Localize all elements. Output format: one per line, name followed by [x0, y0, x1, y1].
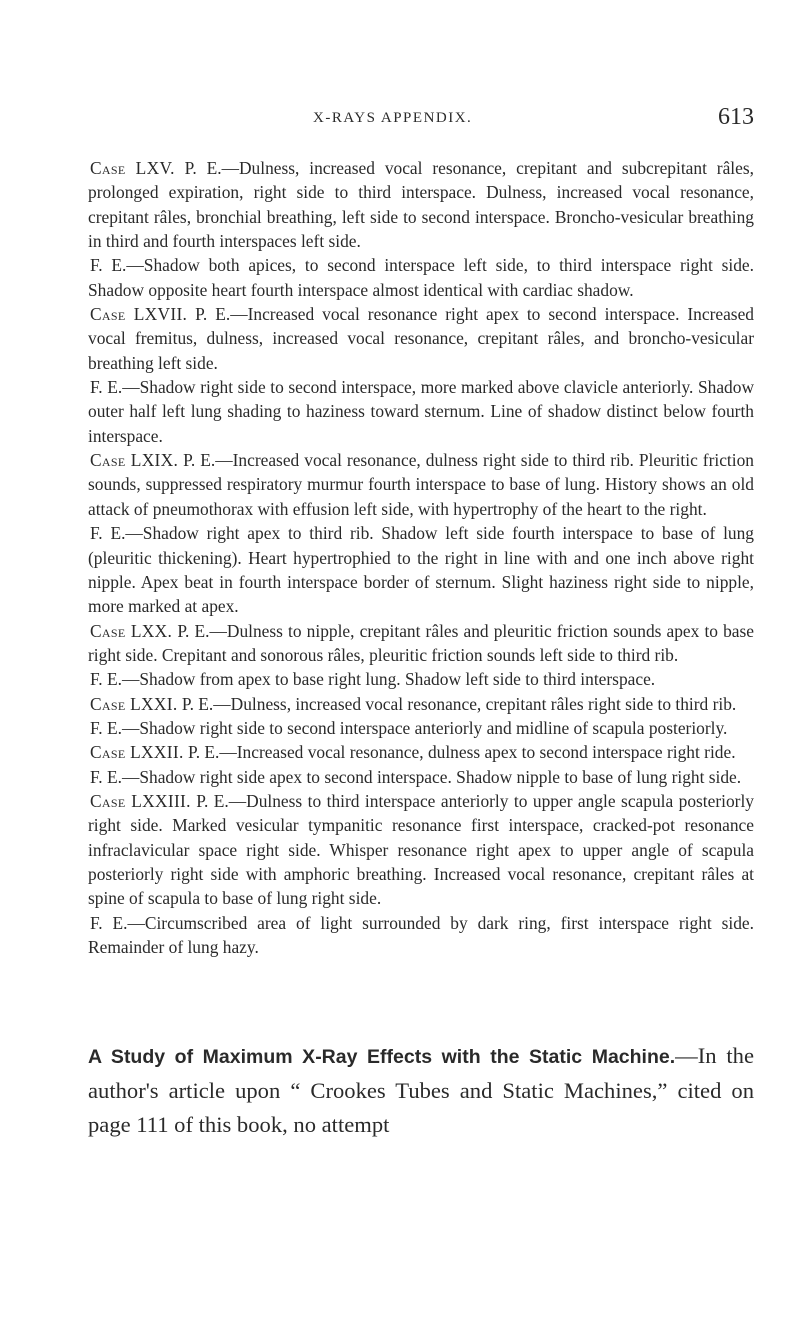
case-text: P. E.—Increased vocal resonance right apex to second interspace. Increased vocal fremitus, dulness, increased vocal resonance, crepitant râles, and broncho-vesicular breathing left side.	[88, 304, 754, 373]
case-entry	[88, 448, 754, 521]
case-label: Case LXVII.	[90, 304, 188, 325]
running-head	[88, 104, 754, 134]
case-entry	[88, 789, 754, 911]
case-entry	[88, 619, 754, 668]
case-label: Case LXXII.	[90, 742, 184, 763]
case-entry	[88, 740, 754, 764]
case-entry	[88, 302, 754, 375]
section-text: —In the author's article upon “ Crookes Tubes and Static Machines,” cited on page 111 of this book, no attempt	[88, 1043, 754, 1137]
case-text: P. E.—Dulness to third interspace anteriorly to upper angle scapula posteriorly right side. Marked vesicular tympanitic resonance first interspace, cracked-pot resonance infraclavicular space right side. Whisper resonance right apex to upper angle of scapula posteriorly right side with amphoric breathing. Increased vocal resonance, crepitant râles at spine of scapula to base of lung right side.	[88, 790, 754, 909]
entry-text: F. E.—Shadow right side to second interspace, more marked above clavicle anteriorly. Shadow outer half left lung shading to haziness toward sternum. Line of shadow distinct below fourth interspace.	[88, 377, 754, 446]
case-text: P. E.—Dulness to nipple, crepitant râles and pleuritic friction sounds apex to base right side. Crepitant and sonorous râles, pleuritic friction sounds left side to third rib.	[88, 620, 755, 665]
fluoroscopic-entry	[88, 765, 754, 789]
entry-text: F. E.—Shadow both apices, to second interspace left side, to third interspace right side. Shadow opposite heart fourth interspace almost identical with cardiac shadow.	[88, 255, 754, 300]
case-label: Case LXXI.	[90, 693, 178, 714]
page-number: 613	[718, 104, 754, 130]
entry-text: F. E.—Shadow right side apex to second interspace. Shadow nipple to base of lung right side.	[90, 766, 742, 787]
case-list	[88, 156, 754, 959]
case-text: P. E.—Increased vocal resonance, dulness apex to second interspace right ride.	[187, 742, 736, 763]
entry-text: F. E.—Shadow from apex to base right lung. Shadow left side to third interspace.	[90, 669, 656, 690]
fluoroscopic-entry	[88, 716, 754, 740]
case-entry	[88, 692, 754, 716]
entry-text: F. E.—Shadow right apex to third rib. Shadow left side fourth interspace to base of lung (pleuritic thickening). Heart hypertrophied to the right in line with and one inch above right nipple. Apex beat in fourth interspace border of sternum. Slight haziness right side to nipple, more marked at apex.	[88, 523, 754, 617]
running-title: X-RAYS APPENDIX.	[313, 110, 473, 126]
fluoroscopic-entry	[88, 911, 754, 960]
fluoroscopic-entry	[88, 667, 754, 691]
fluoroscopic-entry	[88, 375, 754, 448]
case-label: Case LXXIII.	[90, 790, 191, 811]
case-text: P. E.—Dulness, increased vocal resonance, crepitant râles right side to third rib.	[181, 693, 737, 714]
fluoroscopic-entry	[88, 253, 754, 302]
case-label: Case LXX.	[90, 620, 173, 641]
section-paragraph	[88, 1039, 754, 1142]
entry-text: F. E.—Shadow right side to second interspace anteriorly and midline of scapula posteriorly.	[90, 717, 728, 738]
case-entry	[88, 156, 754, 253]
case-text: P. E.—Dulness, increased vocal resonance, crepitant and subcrepitant râles, prolonged expiration, right side to third interspace. Dulness, increased vocal resonance, crepitant râles, bronchial breathing, left side to second interspace. Broncho-vesicular breathing in third and fourth interspaces left side.	[88, 158, 754, 252]
case-label: Case LXIX.	[90, 450, 179, 471]
case-label: Case LXV.	[90, 158, 175, 178]
section-title: A Study of Maximum X-Ray Effects with the Static Machine.	[88, 1046, 676, 1068]
entry-text: F. E.—Circumscribed area of light surrounded by dark ring, first interspace right side. Remainder of lung hazy.	[88, 912, 754, 957]
case-text: P. E.—Increased vocal resonance, dulness right side to third rib. Pleuritic friction sounds, suppressed respiratory murmur fourth interspace to base of lung. History shows an old attack of pneumothorax with effusion left side, with hypertrophy of the heart to the right.	[88, 450, 754, 519]
fluoroscopic-entry	[88, 521, 754, 618]
